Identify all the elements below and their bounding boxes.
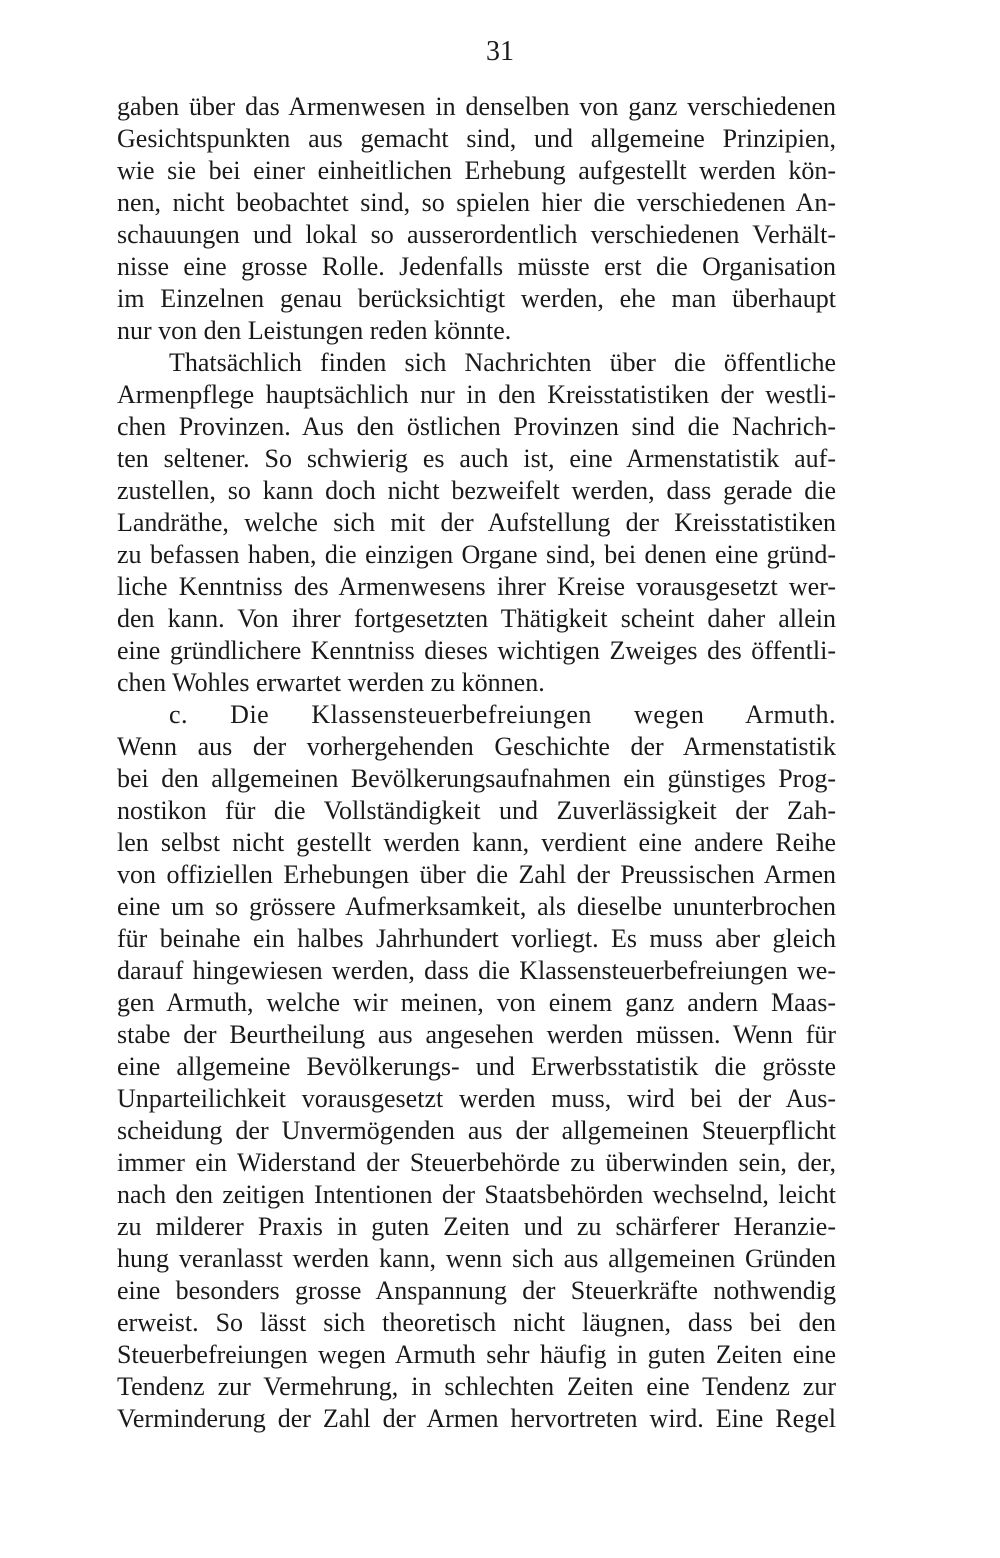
text-line: immer ein Widerstand der Steuerbehörde zu überwinden sein, der, (117, 1148, 836, 1177)
text-line: Thatsächlich finden sich Nachrichten über die öffentliche (169, 348, 836, 377)
text-line: zustellen, so kann doch nicht bezweifelt werden, dass gerade die (117, 476, 836, 505)
text-line: nen, nicht beobachtet sind, so spielen hier die verschiedenen An- (117, 188, 836, 217)
text-line: im Einzelnen genau berücksichtigt werden, ehe man überhaupt (117, 284, 836, 313)
text-line: chen Wohles erwartet werden zu können. (117, 668, 545, 697)
text-line: Unparteilichkeit vorausgesetzt werden muss, wird bei der Aus- (117, 1084, 836, 1113)
text-line: den kann. Von ihrer fortgesetzten Thätigkeit scheint daher allein (117, 604, 836, 633)
text-line: nostikon für die Vollständigkeit und Zuverlässigkeit der Zah- (117, 796, 836, 825)
text-line: zu milderer Praxis in guten Zeiten und zu schärferer Heranzie- (117, 1212, 836, 1241)
text-line: chen Provinzen. Aus den östlichen Provinzen sind die Nachrich- (117, 412, 836, 441)
text-line: Steuerbefreiungen wegen Armuth sehr häufig in guten Zeiten eine (117, 1340, 836, 1369)
text-line: nur von den Leistungen reden könnte. (117, 316, 512, 345)
text-line: wie sie bei einer einheitlichen Erhebung aufgestellt werden kön- (117, 156, 836, 185)
text-line: von offiziellen Erhebungen über die Zahl der Preussischen Armen (117, 860, 836, 889)
text-line: zu befassen haben, die einzigen Organe sind, bei denen eine gründ- (117, 540, 836, 569)
text-line: Landräthe, welche sich mit der Aufstellung der Kreisstatistiken (117, 508, 836, 537)
section-heading: c. Die Klassensteuerbefreiungen wegen Armuth. (169, 700, 836, 729)
text-line: gen Armuth, welche wir meinen, von einem ganz andern Maas- (117, 988, 836, 1017)
page-number: 31 (486, 36, 514, 67)
text-line: gaben über das Armenwesen in denselben von ganz verschiedenen (117, 92, 836, 121)
text-line: liche Kenntniss des Armenwesens ihrer Kreise vorausgesetzt wer- (117, 572, 836, 601)
text-line: eine um so grössere Aufmerksamkeit, als dieselbe ununterbrochen (117, 892, 836, 921)
text-line: ten seltener. So schwierig es auch ist, eine Armenstatistik auf- (117, 444, 836, 473)
text-line: eine besonders grosse Anspannung der Steuerkräfte nothwendig (117, 1276, 836, 1305)
text-line: Tendenz zur Vermehrung, in schlechten Zeiten eine Tendenz zur (117, 1372, 836, 1401)
text-line: nisse eine grosse Rolle. Jedenfalls müsste erst die Organisation (117, 252, 836, 281)
text-line: Wenn aus der vorhergehenden Geschichte der Armenstatistik (117, 732, 836, 761)
text-line: darauf hingewiesen werden, dass die Klassensteuerbefreiungen we- (117, 956, 836, 985)
text-line: scheidung der Unvermögenden aus der allgemeinen Steuerpflicht (117, 1116, 836, 1145)
text-line: eine gründlichere Kenntniss dieses wichtigen Zweiges des öffentli- (117, 636, 836, 665)
text-line: len selbst nicht gestellt werden kann, verdient eine andere Reihe (117, 828, 836, 857)
text-line: stabe der Beurtheilung aus angesehen werden müssen. Wenn für (117, 1020, 836, 1049)
text-line: Armenpflege hauptsächlich nur in den Kreisstatistiken der westli- (117, 380, 836, 409)
text-line: erweist. So lässt sich theoretisch nicht läugnen, dass bei den (117, 1308, 836, 1337)
text-line: Gesichtspunkten aus gemacht sind, und allgemeine Prinzipien, (117, 124, 836, 153)
text-line: nach den zeitigen Intentionen der Staatsbehörden wechselnd, leicht (117, 1180, 836, 1209)
text-line: Verminderung der Zahl der Armen hervortreten wird. Eine Regel (117, 1404, 836, 1433)
text-line: bei den allgemeinen Bevölkerungsaufnahmen ein günstiges Prog- (117, 764, 836, 793)
text-line: für beinahe ein halbes Jahrhundert vorliegt. Es muss aber gleich (117, 924, 836, 953)
text-line: eine allgemeine Bevölkerungs- und Erwerbsstatistik die grösste (117, 1052, 836, 1081)
text-line: schauungen und lokal so ausserordentlich verschiedenen Verhält- (117, 220, 836, 249)
text-line: hung veranlasst werden kann, wenn sich aus allgemeinen Gründen (117, 1244, 836, 1273)
